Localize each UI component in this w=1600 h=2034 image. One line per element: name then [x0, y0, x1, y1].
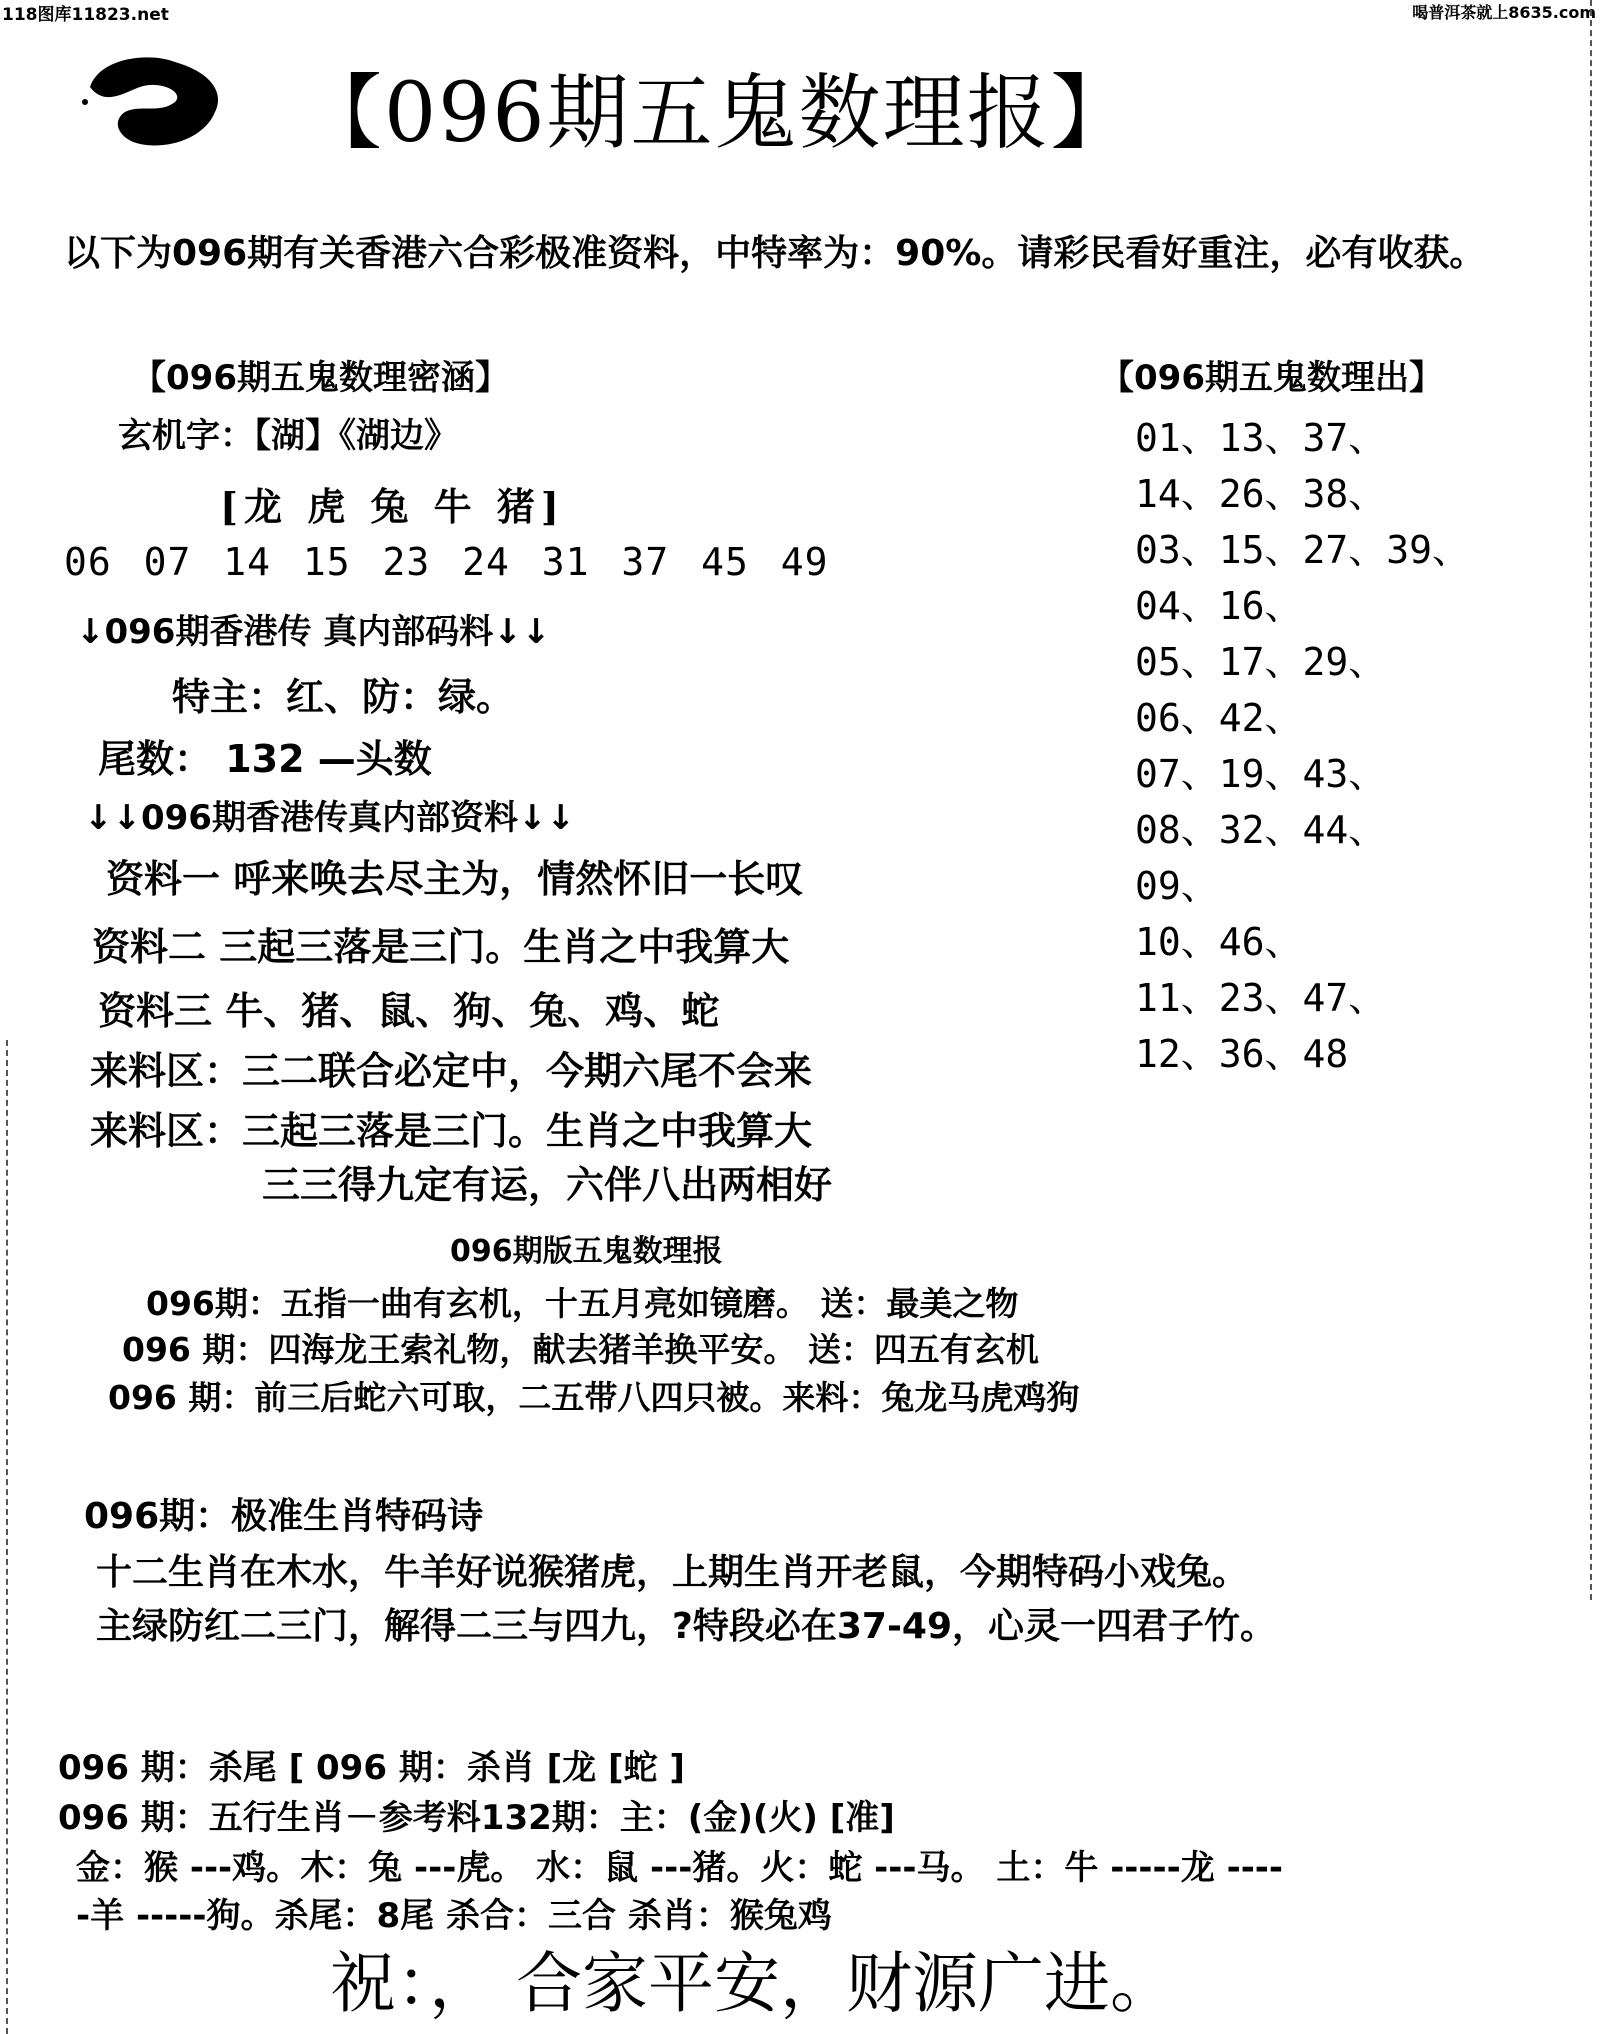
site-label-left: 118图库11823.net — [2, 5, 169, 25]
number-groups — [1135, 410, 1470, 1082]
info-line: 来料区：三起三落是三门。生肖之中我算大 — [90, 1109, 813, 1153]
scan-edge-line — [1590, 0, 1592, 1600]
poem-line: 主绿防红二三门，解得二三与四九，?特段必在37-49，心灵一四君子竹。 — [96, 1606, 1277, 1647]
info-line: 三三得九定有运，六伴八出两相好 — [262, 1163, 833, 1207]
poem-line: 十二生肖在木水，牛羊好说猴猪虎，上期生肖开老鼠，今期特码小戏兔。 — [96, 1552, 1249, 1593]
scan-edge-line — [6, 1040, 8, 2034]
blessing-text: 祝：， 合家平安，财源广进。 — [330, 1945, 1176, 2022]
info-line: 资料二 三起三落是三门。生肖之中我算大 — [92, 925, 790, 969]
five-element-line: 096 期：五行生肖－参考料132期：主：(金)(火) [准] — [58, 1798, 895, 1838]
zodiac-list: [龙 虎 兔 牛 猪] — [220, 484, 565, 529]
number-group-row: 06、42、 — [1135, 696, 1303, 740]
site-label-right: 喝普洱茶就上8635.com — [1412, 3, 1596, 22]
insider-code-title: ↓096期香港传 真内部码料↓↓ — [76, 612, 551, 652]
number-group-row: 05、17、29、 — [1135, 640, 1387, 684]
number-group-row: 11、23、47、 — [1135, 976, 1387, 1020]
number-group-row: 14、26、38、 — [1135, 472, 1387, 516]
number-group-row: 12、36、48 — [1135, 1032, 1349, 1076]
edition-line: 096期：五指一曲有玄机，十五月亮如镜磨。 送：最美之物 — [146, 1284, 1019, 1323]
edition-line: 096 期：前三后蛇六可取，二五带八四只被。来料：兔龙马虎鸡狗 — [108, 1378, 1080, 1417]
page-title: 【096期五鬼数理报】 — [300, 66, 1135, 161]
color-tip: 特主：红、防：绿。 — [172, 675, 515, 719]
number-list: 06 07 14 15 23 24 31 37 45 49 — [64, 540, 829, 584]
logo-icon — [80, 52, 230, 152]
mystery-word: 玄机字：【湖】《湖边》 — [118, 416, 458, 456]
number-group-row: 10、46、 — [1135, 920, 1303, 964]
poem-title: 096期：极准生肖特码诗 — [84, 1496, 484, 1537]
right-section-title: 【096期五鬼数理出】 — [1100, 358, 1443, 398]
edition-line: 096 期：四海龙王索礼物，献去猪羊换平安。 送：四五有玄机 — [122, 1330, 1039, 1369]
number-group-row: 09、 — [1135, 864, 1219, 908]
number-group-row: 08、32、44、 — [1135, 808, 1387, 852]
number-group-row: 04、16、 — [1135, 584, 1303, 628]
tail-head-number: 尾数： 132 —头数 — [98, 737, 432, 781]
left-section-title: 【096期五鬼数理密涵】 — [132, 358, 509, 398]
insider-info-title: ↓↓096期香港传真内部资料↓↓ — [84, 798, 575, 838]
info-line: 资料三 牛、猪、鼠、狗、兔、鸡、蛇 — [98, 989, 720, 1033]
number-group-row: 07、19、43、 — [1135, 752, 1387, 796]
element-zodiac-line: 金：猴 ---鸡。木：兔 ---虎。 水：鼠 ---猪。火：蛇 ---马。 土：牛 -----龙 ---- — [76, 1848, 1284, 1888]
kill-tail-line: 096 期：杀尾 [ 096 期：杀肖 [龙 [蛇 ] — [58, 1748, 685, 1788]
edition-label: 096期版五鬼数理报 — [450, 1234, 723, 1269]
element-zodiac-line: -羊 -----狗。杀尾：8尾 杀合：三合 杀肖：猴兔鸡 — [76, 1896, 832, 1936]
number-group-row: 01、13、37、 — [1135, 416, 1387, 460]
info-line: 来料区：三二联合必定中，今期六尾不会来 — [90, 1049, 813, 1093]
info-line: 资料一 呼来唤去尽主为，情然怀旧一长叹 — [106, 857, 804, 901]
intro-text: 以下为096期有关香港六合彩极准资料，中特率为：90%。请彩民看好重注，必有收获。 — [64, 233, 1486, 274]
number-group-row: 03、15、27、39、 — [1135, 528, 1471, 572]
